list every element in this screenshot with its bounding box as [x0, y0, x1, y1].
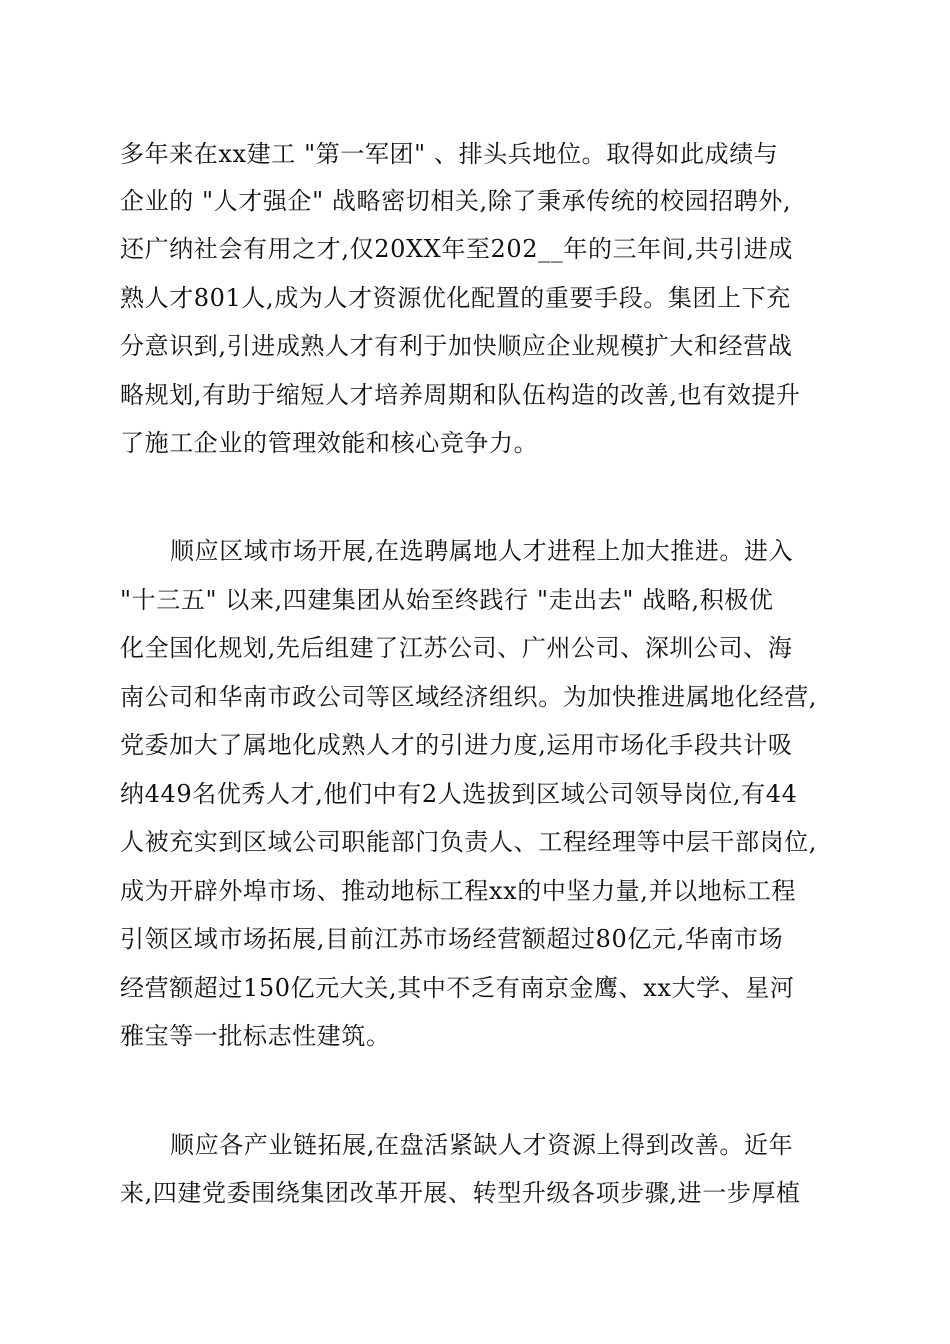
paragraph-2-line-10: 经营额超过150亿元大关,其中不乏有南京金鹰、xx大学、星河 [120, 974, 795, 1002]
paragraph-2-line-3: 化全国化规划,先后组建了江苏公司、广州公司、深圳公司、海 [120, 634, 793, 662]
paragraph-3-line-2: 来,四建党委围绕集团改革开展、转型升级各项步骤,进一步厚植 [120, 1179, 801, 1207]
paragraph-2-line-9: 引领区域市场拓展,目前江苏市场经营额超过80亿元,华南市场 [120, 925, 784, 953]
paragraph-2-line-2: "十三五" 以来,四建集团从始至终践行 "走出去" 战略,积极优 [120, 586, 774, 614]
paragraph-2-line-8: 成为开辟外埠市场、推动地标工程xx的中坚力量,并以地标工程 [120, 877, 797, 905]
paragraph-2-line-1: 顺应区域市场开展,在选聘属地人才进程上加大推进。进入 [170, 537, 794, 565]
paragraph-3-line-1: 顺应各产业链拓展,在盘活紧缺人才资源上得到改善。近年 [170, 1131, 794, 1159]
paragraph-1-line-3: 还广纳社会有用之才,仅20XX年至202__年的三年间,共引进成 [120, 235, 793, 263]
paragraph-2-line-11: 雅宝等一批标志性建筑。 [120, 1022, 391, 1050]
paragraph-2-line-4: 南公司和华南市政公司等区域经济组织。为加快推进属地化经营, [120, 683, 818, 711]
paragraph-1-line-1: 多年来在xx建工 "第一军团" 、排头兵地位。取得如此成绩与 [120, 140, 779, 168]
paragraph-2-line-5: 党委加大了属地化成熟人才的引进力度,运用市场化手段共计吸 [120, 731, 793, 759]
paragraph-1-line-5: 分意识到,引进成熟人才有利于加快顺应企业规模扩大和经营战 [120, 332, 793, 360]
paragraph-2-line-6: 纳449名优秀人才,他们中有2人选拔到区域公司领导岗位,有44 [120, 780, 798, 808]
paragraph-2-line-7: 人被充实到区域公司职能部门负责人、工程经理等中层干部岗位, [120, 828, 818, 856]
paragraph-1-line-2: 企业的 "人才强企" 战略密切相关,除了秉承传统的校园招聘外, [120, 187, 792, 215]
paragraph-1-line-7: 了施工企业的管理效能和核心竞争力。 [120, 429, 539, 457]
paragraph-1-line-4: 熟人才801人,成为人才资源优化配置的重要手段。集团上下充 [120, 284, 791, 312]
paragraph-1-line-6: 略规划,有助于缩短人才培养周期和队伍构造的改善,也有效提升 [120, 381, 801, 409]
